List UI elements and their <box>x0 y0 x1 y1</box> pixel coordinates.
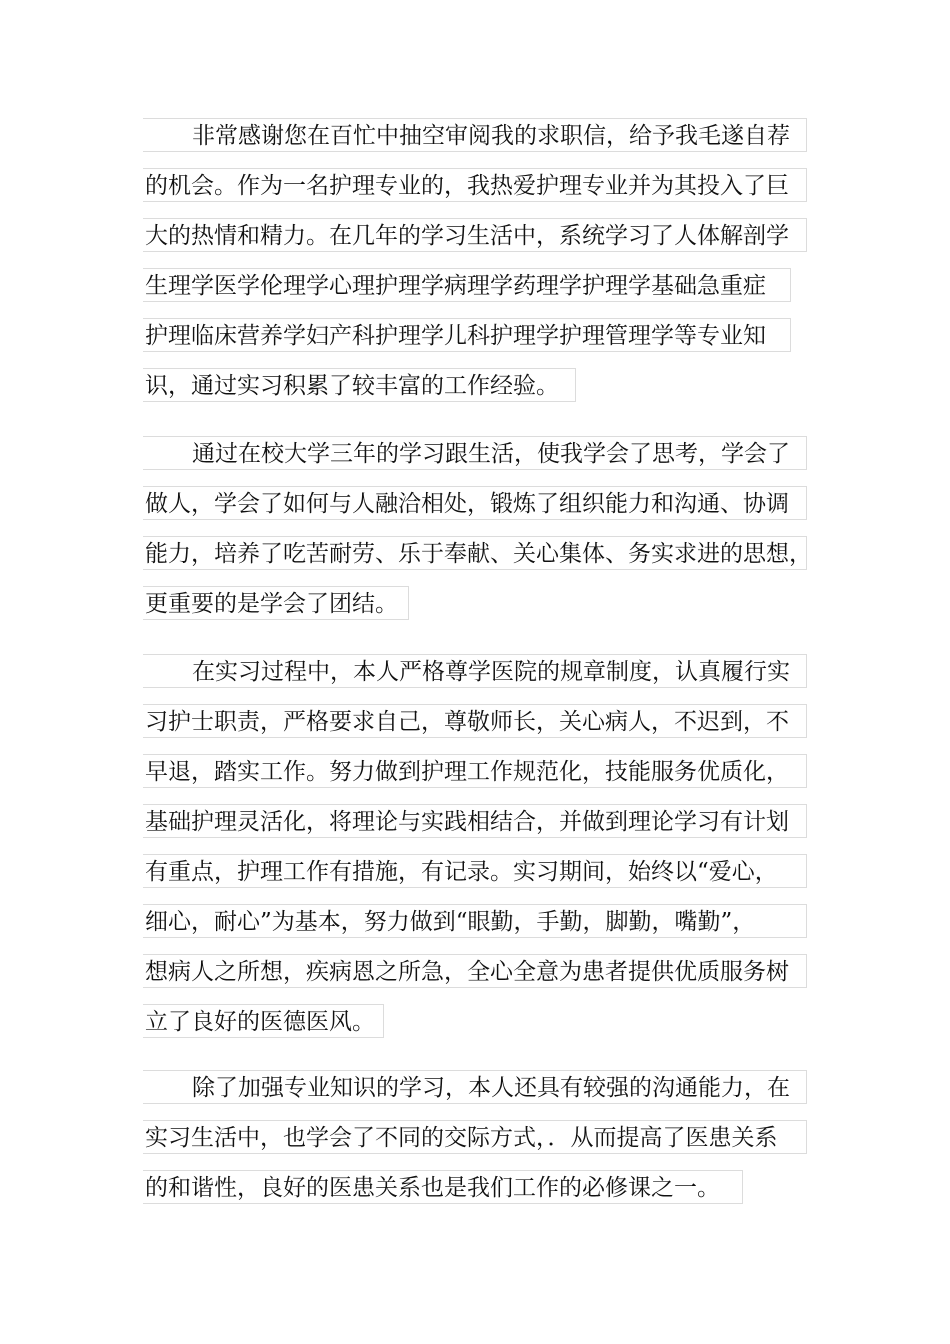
text-line: 识，通过实习积累了较丰富的工作经验。 <box>143 368 576 402</box>
text-line: 更重要的是学会了团结。 <box>143 586 409 620</box>
text-line: 有重点，护理工作有措施，有记录。实习期间，始终以“爱心， <box>143 854 807 888</box>
text-line: 细心，耐心”为基本，努力做到“眼勤，手勤，脚勤，嘴勤”， <box>143 904 807 938</box>
text-line: 的机会。作为一名护理专业的，我热爱护理专业并为其投入了巨 <box>143 168 807 202</box>
text-line: 大的热情和精力。在几年的学习生活中，系统学习了人体解剖学 <box>143 218 807 252</box>
text-line: 习护士职责，严格要求自己，尊敬师长，关心病人，不迟到，不 <box>143 704 807 738</box>
text-line: 的和谐性，良好的医患关系也是我们工作的必修课之一。 <box>143 1170 743 1204</box>
text-line: 早退，踏实工作。努力做到护理工作规范化，技能服务优质化， <box>143 754 807 788</box>
text-line: 想病人之所想，疾病恩之所急，全心全意为患者提供优质服务树 <box>143 954 807 988</box>
text-line: 做人，学会了如何与人融洽相处，锻炼了组织能力和沟通、协调 <box>143 486 807 520</box>
text-line: 能力，培养了吃苦耐劳、乐于奉献、关心集体、务实求进的思想， <box>143 536 807 570</box>
text-line: 实习生活中，也学会了不同的交际方式，．从而提高了医患关系 <box>143 1120 807 1154</box>
text-line: 基础护理灵活化，将理论与实践相结合，并做到理论学习有计划 <box>143 804 807 838</box>
text-line: 护理临床营养学妇产科护理学儿科护理学护理管理学等专业知 <box>143 318 791 352</box>
text-line: 在实习过程中，本人严格尊学医院的规章制度，认真履行实 <box>143 654 807 688</box>
text-line: 非常感谢您在百忙中抽空审阅我的求职信，给予我毛遂自荐 <box>143 118 807 152</box>
text-line: 通过在校大学三年的学习跟生活，使我学会了思考，学会了 <box>143 436 807 470</box>
text-line: 生理学医学伦理学心理护理学病理学药理学护理学基础急重症 <box>143 268 791 302</box>
text-line: 立了良好的医德医风。 <box>143 1004 384 1038</box>
text-line: 除了加强专业知识的学习，本人还具有较强的沟通能力，在 <box>143 1070 807 1104</box>
